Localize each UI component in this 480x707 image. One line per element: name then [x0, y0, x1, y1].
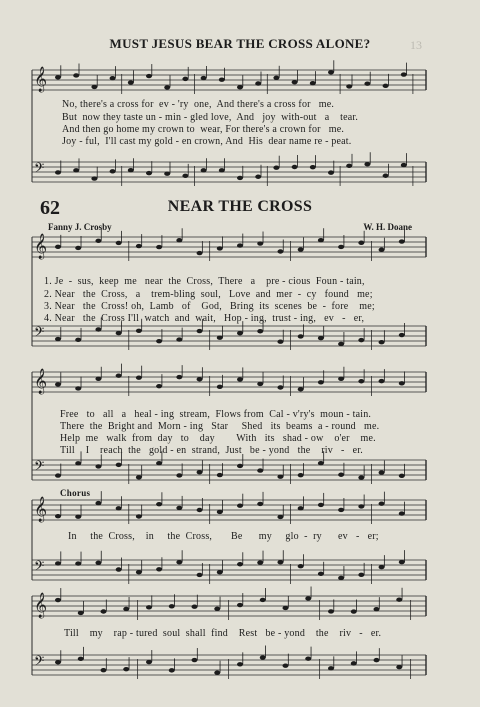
bass-notes-3: [55, 451, 405, 484]
bass-clef-icon: 𝄢: [34, 558, 45, 577]
composer-credit: W. H. Doane: [363, 222, 412, 232]
verse2-lyric-line-4: Till I reach the gold - en strand, Just be - yond the riv - er.: [60, 445, 363, 456]
author-credit: Fanny J. Crosby: [48, 222, 112, 232]
bass-clef-icon: 𝄢: [34, 653, 45, 672]
verse-lyric-line-2: 2. Near the Cross, a trem-bling soul, Love and mer - cy found me;: [44, 289, 373, 300]
bass-staff-2: [32, 326, 426, 346]
verse2-lyric-line-2: There the Bright and Morn - ing Star Shed its beams a - round me.: [60, 421, 380, 432]
treble-notes-2: [55, 228, 405, 261]
hymn-61-lyric-line-3: And then go home my crown to wear, For there's a crown for me.: [62, 124, 345, 135]
verse2-lyric-line-1: Free to all a heal - ing stream, Flows from Cal - v'ry's moun - tain.: [60, 409, 372, 420]
page-number: 13: [410, 38, 422, 52]
treble-notes-1: [55, 60, 413, 94]
chorus-lyric-line-2: Till my rap - tured soul shall find Rest be - yond the riv - er.: [64, 628, 382, 639]
bass-clef-icon: 𝄢: [34, 324, 45, 343]
hymn-number: 62: [40, 197, 60, 219]
verse-lyric-line-1: 1. Je - sus, keep me near the Cross, There a pre - cious Foun - tain,: [44, 276, 365, 287]
treble-notes-4: [55, 491, 405, 524]
hymn-61-lyric-line-1: No, there's a cross for ev - 'ry one, And there's a cross for me.: [62, 99, 335, 110]
bass-notes-5: [55, 646, 411, 679]
bass-staff-3: [32, 460, 426, 480]
treble-notes-3: [55, 364, 405, 396]
treble-staff-3: [32, 372, 426, 392]
bass-notes-4: [55, 550, 405, 584]
treble-notes-5: [55, 586, 411, 620]
verse-lyric-line-3: 3. Near the Cross! oh, Lamb of God, Bring its scenes be - fore me;: [44, 301, 375, 312]
bass-notes-1: [55, 152, 413, 186]
chorus-label: Chorus: [60, 488, 91, 498]
verse-lyric-line-4: 4. Near the Cross I'll watch and wait, Hop - ing, trust - ing, ev - er,: [44, 313, 365, 324]
verse2-lyric-line-3: Help me walk from day to day With its shad - ow o'er me.: [60, 433, 376, 444]
treble-clef-icon: 𝄞: [34, 67, 48, 92]
chorus-lyric-line-1: In the Cross, in the Cross, Be my glo - ry ev - er;: [68, 531, 379, 542]
bass-clef-icon: 𝄢: [34, 160, 45, 179]
hymn-61-lyric-line-2: But now they taste un - min - gled love, And joy with-out a tear.: [62, 112, 359, 123]
treble-clef-icon: 𝄞: [34, 497, 48, 522]
treble-staff-1: [32, 70, 426, 90]
bass-staff-4: [32, 560, 426, 580]
treble-clef-icon: 𝄞: [34, 593, 48, 618]
hymn-62-title: NEAR THE CROSS: [167, 198, 313, 215]
hymn-61-title: MUST JESUS BEAR THE CROSS ALONE?: [109, 36, 371, 51]
treble-staff-2: [32, 237, 426, 257]
treble-clef-icon: 𝄞: [34, 369, 48, 394]
hymn-61-lyric-line-4: Joy - ful, I'll cast my gold - en crown, And His dear name re - peat.: [62, 136, 352, 147]
treble-staff-4: [32, 500, 426, 520]
treble-clef-icon: 𝄞: [34, 234, 48, 259]
bass-notes-2: [55, 317, 405, 350]
bass-clef-icon: 𝄢: [34, 458, 45, 477]
